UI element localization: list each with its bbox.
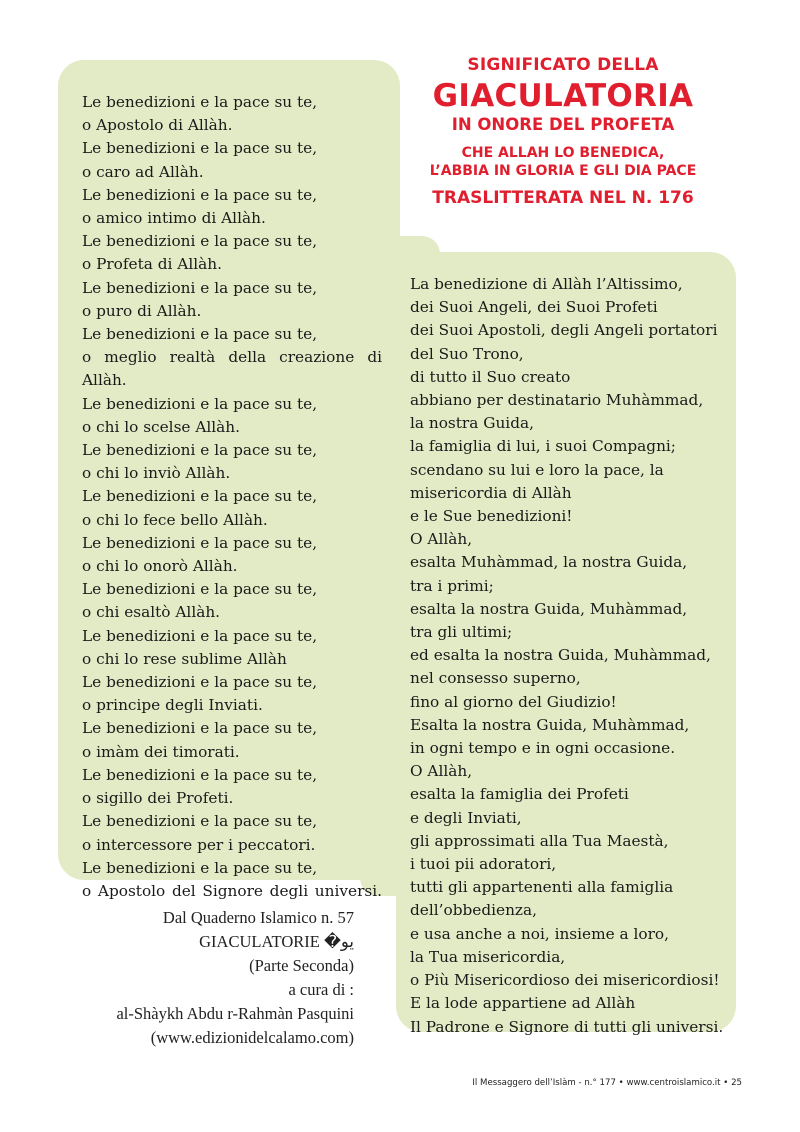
text-line: Le benedizioni e la pace su te,	[82, 278, 318, 297]
text-line: O Allàh,	[410, 762, 473, 781]
article-heading	[412, 55, 714, 208]
heading-line-4a: CHE ALLAH LO BENEDICA,	[461, 145, 665, 161]
text-line: o chi lo scelse Allàh.	[82, 417, 241, 436]
text-line: o Apostolo di Allàh.	[82, 116, 233, 135]
text-line: Le benedizioni e la pace su te,	[82, 93, 318, 111]
text-line: o chi lo onorò Allàh.	[82, 557, 238, 576]
text-line: tra gli ultimi;	[410, 623, 513, 642]
text-line: nel consesso superno,	[410, 669, 581, 688]
left-litany-text	[82, 91, 382, 903]
text-line: misericordia di Allàh	[410, 483, 572, 502]
text-line: gli approssimati alla Tua Maestà,	[410, 831, 669, 850]
heading-title: GIACULATORIA	[432, 78, 694, 114]
text-line: e usa anche a noi, insieme a loro,	[410, 924, 669, 943]
text-line: o puro di Allàh.	[82, 301, 202, 320]
text-line: a cura di :	[288, 980, 354, 999]
page-footer: Il Messaggero dell’Islàm - n.° 177 • www.centroislamico.it • 25	[472, 1078, 742, 1088]
text-line: o chi lo inviò Allàh.	[82, 464, 231, 483]
text-line: Il Padrone e Signore di tutti gli universi.	[410, 1017, 724, 1036]
text-line: la famiglia di lui, i suoi Compagni;	[410, 437, 676, 456]
text-line: esalta Muhàmmad, la nostra Guida,	[410, 553, 688, 572]
text-line: o Più Misericordioso dei misericordiosi!	[410, 971, 720, 990]
text-line: Le benedizioni e la pace su te,	[82, 232, 318, 251]
source-credits	[66, 906, 354, 1050]
text-line: esalta la famiglia dei Profeti	[410, 785, 629, 804]
text-line: o chi lo fece bello Allàh.	[82, 510, 268, 529]
text-line: Dal Quaderno Islamico n. 57	[162, 908, 354, 927]
text-line: la Tua misericordia,	[410, 947, 566, 966]
text-line: Le benedizioni e la pace su te,	[82, 533, 318, 552]
text-line: al-Shàykh Abdu r-Rahmàn Pasquini	[116, 1004, 354, 1023]
text-line: la nostra Guida,	[410, 414, 534, 433]
text-line: Le benedizioni e la pace su te,	[82, 719, 318, 738]
text-line: tutti gli appartenenti alla famiglia	[410, 878, 674, 897]
text-line: in ogni tempo e in ogni occasione.	[410, 739, 676, 758]
text-line: o Profeta di Allàh.	[82, 255, 222, 274]
text-line: Le benedizioni e la pace su te,	[82, 487, 318, 506]
text-line: (Parte Seconda)	[249, 956, 354, 975]
text-line: (www.edizionidelcalamo.com)	[150, 1028, 354, 1047]
text-line: ed esalta la nostra Guida, Muhàmmad,	[410, 646, 711, 665]
right-prayer-text	[410, 273, 725, 1039]
heading-line-5: TRASLITTERATA NEL N. 176	[432, 188, 694, 208]
text-line: Le benedizioni e la pace su te,	[82, 394, 318, 413]
text-line: Le benedizioni e la pace su te,	[82, 325, 318, 344]
text-line: abbiano per destinatario Muhàmmad,	[410, 391, 704, 410]
text-line: o Apostolo del Signore degli universi.	[82, 881, 382, 900]
heading-line-4b: L’ABBIA IN GLORIA E GLI DIA PACE	[429, 163, 697, 179]
text-line: di tutto il Suo creato	[410, 367, 571, 386]
text-line: scendano su lui e loro la pace, la	[410, 460, 664, 479]
heading-line-1: SIGNIFICATO DELLA	[467, 55, 659, 75]
text-line: fino al giorno del Giudizio!	[410, 692, 617, 711]
text-line: Le benedizioni e la pace su te,	[82, 812, 318, 831]
heading-line-3: IN ONORE DEL PROFETA	[451, 115, 675, 134]
text-line: o imàm dei timorati.	[82, 742, 240, 761]
text-line: o caro ad Allàh.	[82, 162, 204, 181]
text-line: o principe degli Inviati.	[82, 696, 263, 715]
text-line: tra i primi;	[410, 576, 494, 595]
text-line: esalta la nostra Guida, Muhàmmad,	[410, 599, 688, 618]
text-line: O Allàh,	[410, 530, 473, 549]
text-line: La benedizione di Allàh l’Altissimo,	[410, 275, 683, 293]
text-line: o chi lo rese sublime Allàh	[82, 649, 287, 668]
text-line: Le benedizioni e la pace su te,	[82, 185, 318, 204]
text-line: dell’obbedienza,	[410, 901, 537, 920]
text-line: Le benedizioni e la pace su te,	[82, 858, 318, 877]
text-line: o meglio realtà della creazione di Allàh.	[82, 348, 382, 390]
text-line: o amico intimo di Allàh.	[82, 209, 266, 228]
text-line: Le benedizioni e la pace su te,	[82, 673, 318, 692]
text-line: dei Suoi Angeli, dei Suoi Profeti	[410, 298, 658, 317]
text-line: Le benedizioni e la pace su te,	[82, 139, 318, 158]
text-line: o sigillo dei Profeti.	[82, 789, 234, 808]
text-line: Le benedizioni e la pace su te,	[82, 580, 318, 599]
text-line: E la lode appartiene ad Allàh	[410, 994, 636, 1013]
text-line: GIACULATORIE �يو	[199, 932, 354, 951]
text-line: del Suo Trono,	[410, 344, 524, 363]
text-line: i tuoi pii adoratori,	[410, 855, 557, 874]
text-line: Esalta la nostra Guida, Muhàmmad,	[410, 715, 690, 734]
text-line: o chi esaltò Allàh.	[82, 603, 221, 622]
text-line: Le benedizioni e la pace su te,	[82, 441, 318, 460]
text-line: e le Sue benedizioni!	[410, 507, 573, 526]
text-line: e degli Inviati,	[410, 808, 522, 827]
text-line: Le benedizioni e la pace su te,	[82, 765, 318, 784]
text-line: o intercessore per i peccatori.	[82, 835, 316, 854]
text-line: Le benedizioni e la pace su te,	[82, 626, 318, 645]
text-line: dei Suoi Apostoli, degli Angeli portatori	[410, 321, 718, 340]
